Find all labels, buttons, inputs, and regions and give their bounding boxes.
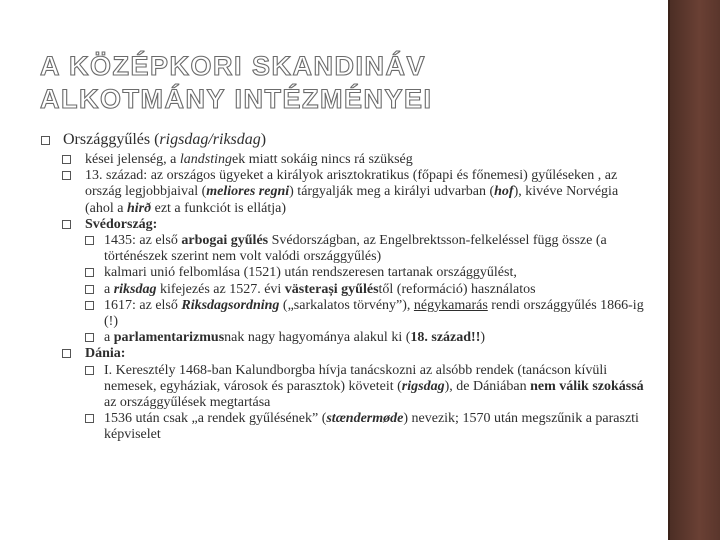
bullet-term: nem válik szokássá bbox=[530, 378, 644, 394]
bullet-parlamentarizmus bbox=[40, 330, 650, 346]
bullet-text: Országgyűlés ( bbox=[63, 131, 160, 148]
bullet-term: västerași gyűlés bbox=[284, 281, 379, 297]
side-accent-bar bbox=[668, 0, 720, 540]
bullet-term: hof bbox=[494, 184, 514, 200]
bullet-kalmari-unio bbox=[40, 265, 650, 281]
bullet-dania bbox=[40, 346, 650, 362]
slide-title bbox=[40, 50, 640, 116]
bullet-term: Riksdagsordning bbox=[181, 297, 280, 313]
bullet-text: 1617: az első bbox=[104, 297, 182, 313]
bullet-text: ek miatt sokáig nincs rá szükség bbox=[231, 152, 413, 167]
checkbox-square-icon bbox=[62, 349, 71, 358]
bullet-text: kifejezés az 1527. évi bbox=[156, 281, 285, 297]
bullet-text: az országgyűlések megtartása bbox=[104, 395, 271, 411]
bullet-text: ) bbox=[260, 131, 267, 148]
bullet-text: I. Keresztély 1468-ban Kalundborgba hívja tanácskozni az alsóbb rendek (tanácson kívüli nemesek, egyháziak, városok és parasztok) követeit ( bbox=[104, 362, 608, 394]
bullet-term: 18. század!! bbox=[410, 330, 481, 346]
bullet-heading: Svédország: bbox=[85, 216, 158, 232]
checkbox-square-icon bbox=[62, 155, 71, 164]
title-line-1: A KÖZÉPKORI SKANDINÁV bbox=[40, 51, 427, 81]
bullet-orszaggyules bbox=[40, 130, 650, 150]
bullet-text: ) nevezik; 1570 után megszűnik a paraszti képviselet bbox=[104, 411, 639, 443]
bullet-text: („sarkalatos törvény”), bbox=[279, 297, 414, 313]
bullet-term: parlamentarizmus bbox=[113, 330, 225, 346]
bullet-term: meliores regni bbox=[206, 184, 290, 200]
bullet-term: arbogai gyűlés bbox=[181, 233, 269, 249]
bullet-svedorszag bbox=[40, 217, 650, 233]
bullet-text: ezt a funkciót is ellátja) bbox=[151, 200, 286, 216]
bullet-text: ) bbox=[480, 330, 486, 346]
bullet-1435 bbox=[40, 233, 650, 265]
checkbox-square-icon bbox=[85, 285, 94, 294]
bullet-term: landsting bbox=[179, 152, 232, 167]
checkbox-square-icon bbox=[85, 414, 94, 423]
bullet-text: kalmari unió felbomlása (1521) után rendszeresen tartanak országgyűlést, bbox=[104, 265, 517, 281]
bullet-term: stændermøde bbox=[326, 411, 404, 427]
bullet-text: 1536 után csak „a rendek gyűlésének” ( bbox=[104, 411, 327, 427]
bullet-riksdag-kifejezes bbox=[40, 282, 650, 298]
bullet-term: négykamarás bbox=[413, 297, 488, 313]
bullet-text: rendi országgyűlés 1866-ig (!) bbox=[104, 297, 644, 330]
bullet-1468 bbox=[40, 363, 650, 412]
bullet-text: kései jelenség, a bbox=[85, 152, 180, 167]
bullet-term: rigsdag bbox=[401, 378, 445, 394]
bullet-text: 13. század: az országos ügyeket a királyok arisztokratikus (főpapi és főnemesi) gyűléseken , az ország legjobbjaival ( bbox=[85, 168, 618, 200]
bullet-text: a bbox=[104, 330, 114, 346]
bullet-text: nak nagy hagyománya alakul ki ( bbox=[224, 330, 411, 346]
bullet-list bbox=[40, 130, 650, 444]
title-line-2: ALKOTMÁNY INTÉZMÉNYEI bbox=[40, 84, 433, 114]
checkbox-square-icon bbox=[85, 268, 94, 277]
bullet-kesei-jelenseg bbox=[40, 152, 650, 168]
bullet-text: ), de Dániában bbox=[444, 378, 531, 394]
checkbox-square-icon bbox=[41, 136, 50, 145]
bullet-13-szazad bbox=[40, 168, 650, 217]
bullet-text: Svédországban, az Engelbrektsson-felkeléssel függ össze (a történészek szerint nem volt valódi országgyűlés) bbox=[104, 233, 607, 265]
bullet-term: hirð bbox=[126, 200, 152, 216]
bullet-1536 bbox=[40, 411, 650, 443]
bullet-1617 bbox=[40, 298, 650, 330]
checkbox-square-icon bbox=[85, 366, 94, 375]
checkbox-square-icon bbox=[85, 333, 94, 342]
bullet-text: 1435: az első bbox=[104, 233, 182, 249]
checkbox-square-icon bbox=[62, 171, 71, 180]
bullet-text: től (reformáció) használatos bbox=[378, 281, 536, 297]
checkbox-square-icon bbox=[85, 236, 94, 245]
bullet-heading: Dánia: bbox=[85, 346, 126, 362]
bullet-text: a bbox=[104, 281, 114, 297]
bullet-text: ) tárgyalják meg a királyi udvarban ( bbox=[289, 184, 495, 200]
checkbox-square-icon bbox=[62, 220, 71, 229]
checkbox-square-icon bbox=[85, 301, 94, 310]
bullet-term: riksdag bbox=[113, 281, 157, 297]
bullet-text: ), kivéve Norvégia (ahol a bbox=[85, 184, 619, 216]
bullet-term: rigsdag/riksdag bbox=[159, 131, 261, 148]
